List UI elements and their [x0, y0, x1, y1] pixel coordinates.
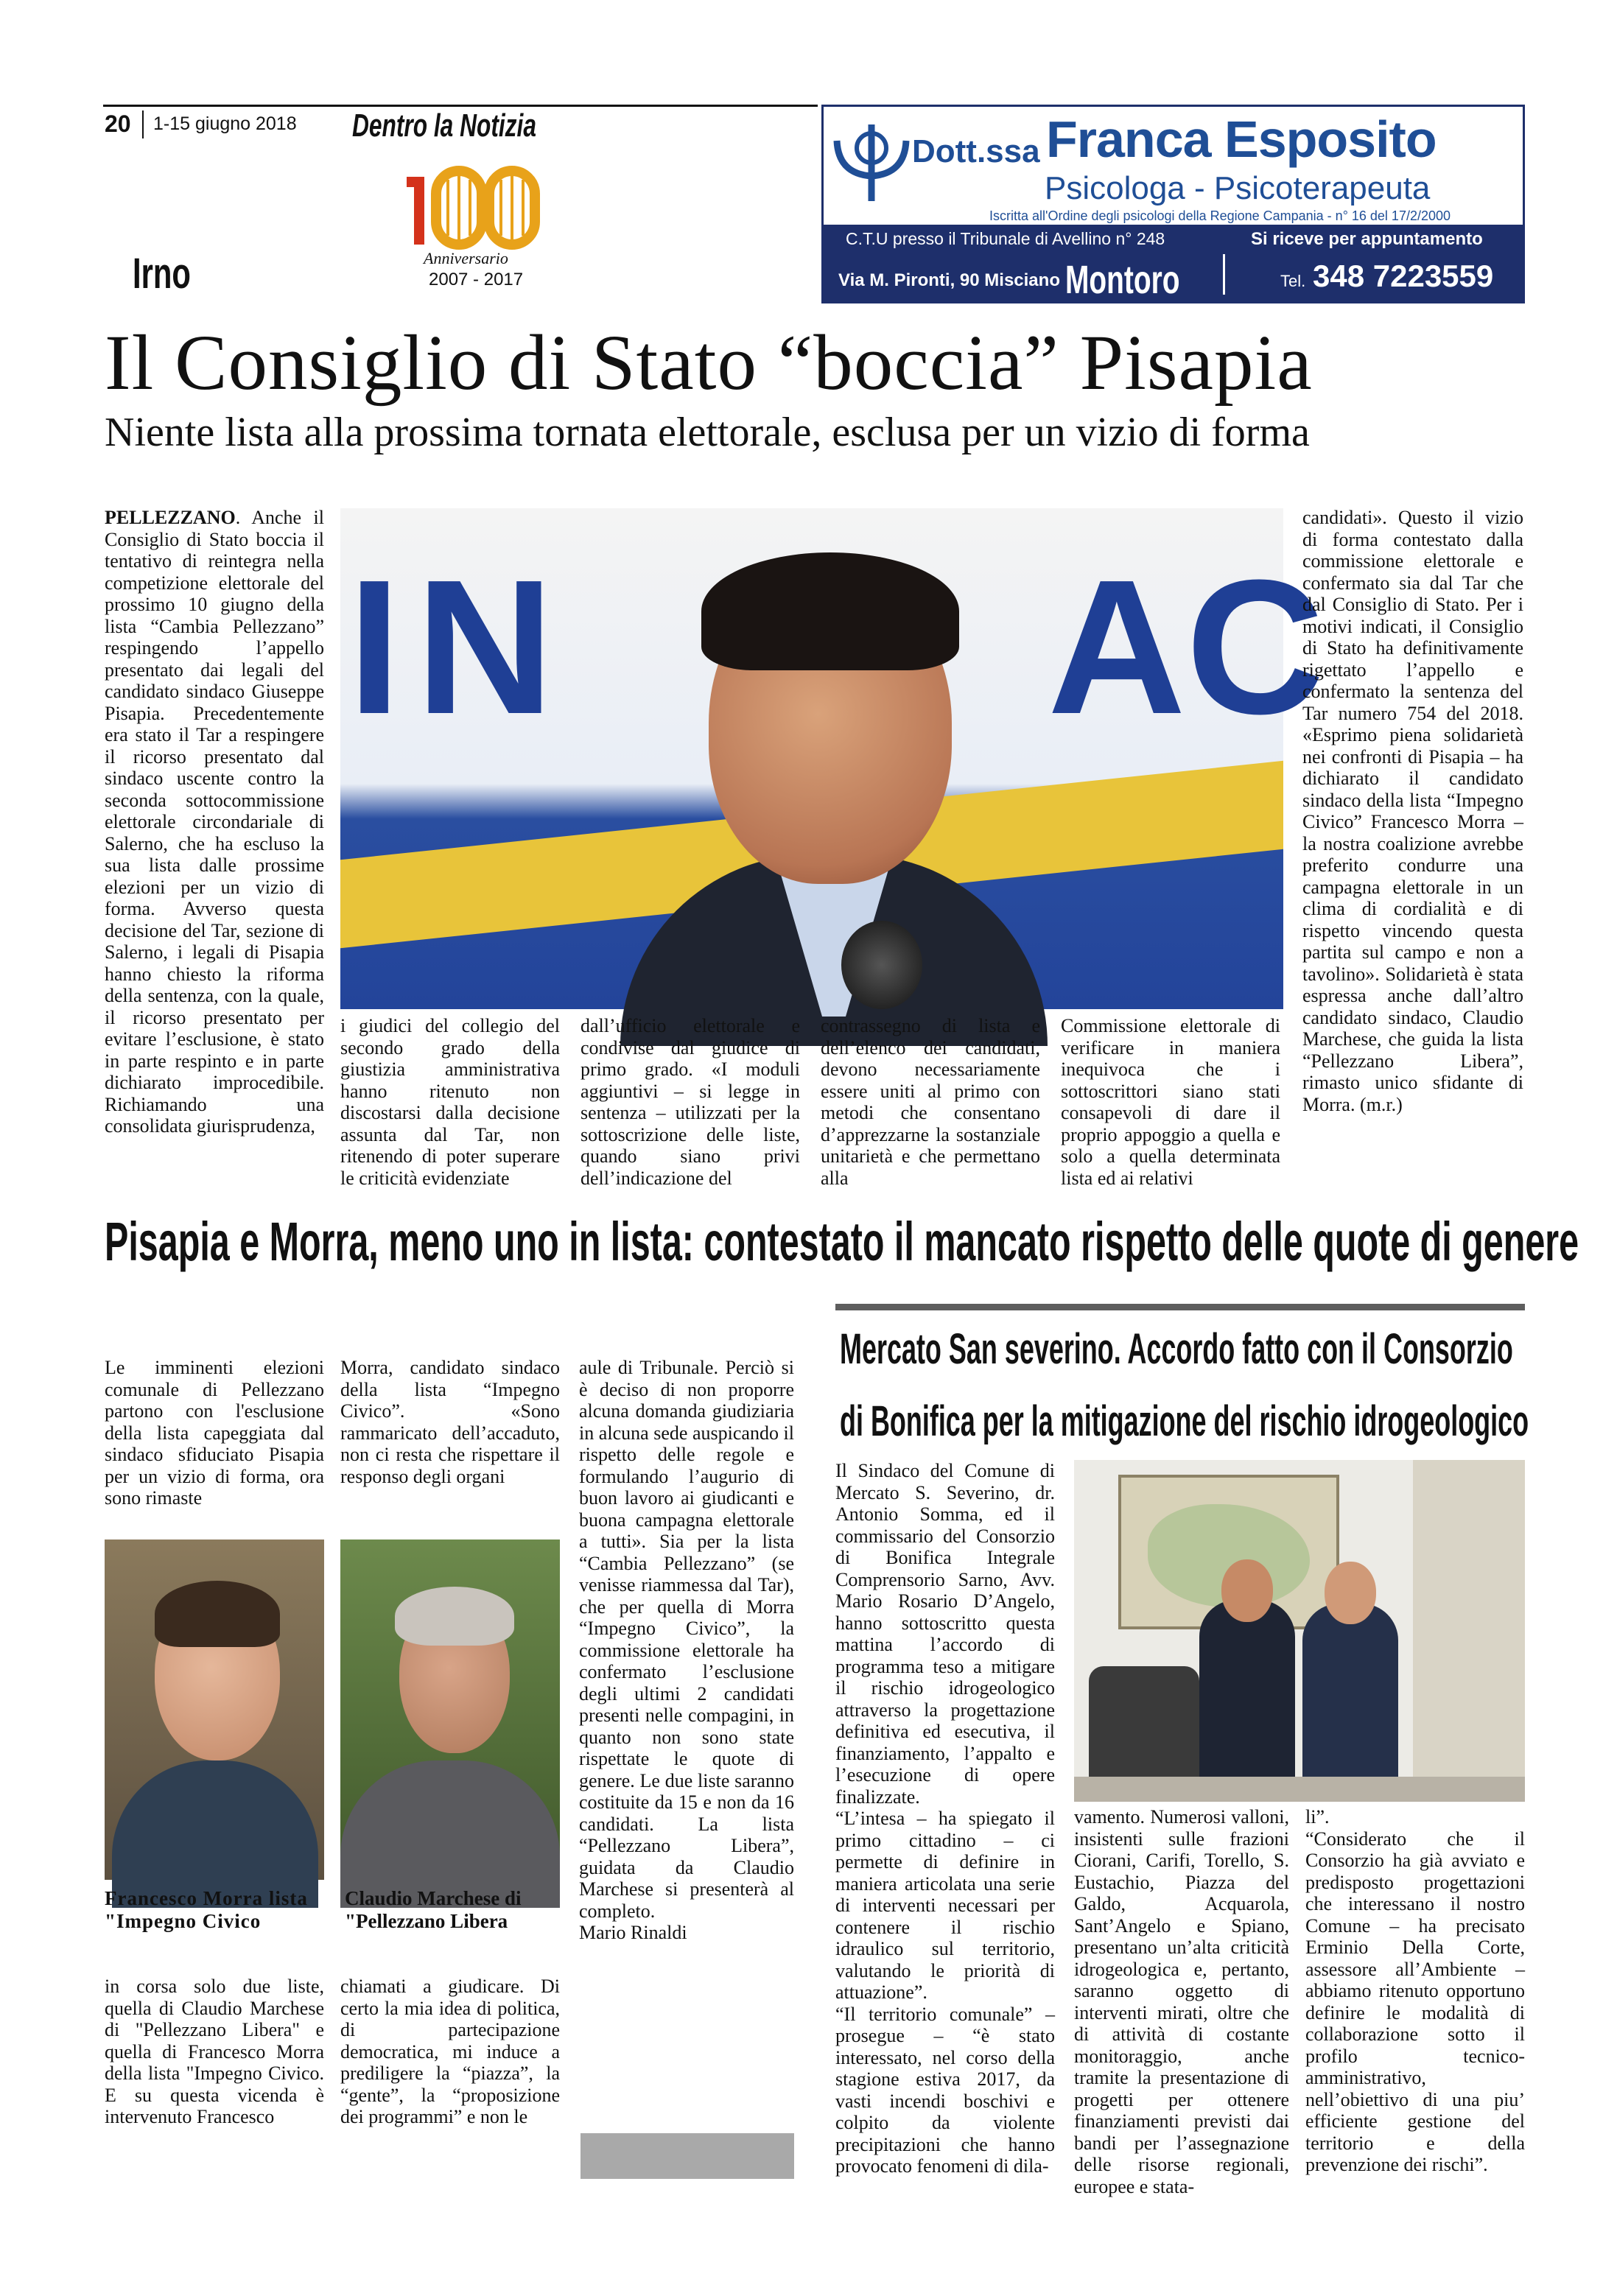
morra-hair — [155, 1581, 280, 1647]
ad-divider — [1223, 254, 1225, 295]
article2-col3 — [579, 1357, 794, 1944]
article3-col1-p2: “L’intesa – ha spiegato il primo cittadino – ci permette di definire in maniera articolata una serie di interventi necessari per contenere il rischio idraulico sul territorio, valutando le priorità di attuazione”. — [835, 1808, 1055, 2003]
article2-col2-bottom: chiamati a giudicare. Di certo la mia idea di politica, di partecipazione democratica, mi induce a prediligere la “piazza”, la “gente”, la “proposizione dei programmi” e non le — [340, 1976, 560, 2127]
ad-city: Montoro — [1065, 258, 1180, 302]
section-label: Irno — [133, 250, 191, 298]
article2-col2-top: Morra, candidato sindaco della lista “Impegno Civico”. «Sono rammaricato dell’accaduto, non ci resta che rispettare il responso degli organi — [340, 1357, 560, 1487]
article3-col1-p3: “Il territorio comunale” – prosegue – “è stato interessato, nel corso della stagione estiva 2017, da vasti incendi boschivi e colpito da violente precipitazioni che hanno provocato fenomeni di dila- — [835, 2003, 1055, 2177]
article3-col2: vamento. Numerosi valloni, insistenti sulle frazioni Ciorani, Carifi, Torello, S. Eustachio, Piazza del Galdo, Acquarola, Sant’Angelo e Spiano, presentano un’alta criticità idrogeologica e, pertanto, saranno oggetto di interventi mirati, oltre che di attività di costante monitoraggio, anche tramite la presentazione di progetti per ottenere finanziamenti previsti dai bandi per l’assegnazione delle risorse regionali, europee e stata- — [1074, 1806, 1289, 2197]
door-frame — [1413, 1460, 1525, 1802]
psi-logo-icon — [831, 119, 912, 203]
morra-photo — [105, 1540, 324, 1880]
section-rule — [835, 1304, 1525, 1310]
article3-col3 — [1305, 1806, 1525, 2176]
article3-headline-line1: Mercato San severino. Accordo fatto con il Consorzio — [840, 1325, 1513, 1373]
pisapia-photo — [340, 508, 1325, 1009]
ad-box — [821, 105, 1525, 303]
banner-letters: IN — [348, 541, 569, 754]
ad-tel-label: Tel. — [1280, 272, 1306, 290]
banner-letters-right: AC — [1048, 541, 1325, 754]
ad-tel: 348 7223559 — [1313, 259, 1494, 293]
article1-col4: contrassegno di lista e dell’elenco dei candidati, devono necessariamente essere uniti al primo con metodi che consentano d’apprezzarne la sostanziale unitarietà e che permettano alla — [821, 1015, 1040, 1189]
marchese-hair — [395, 1587, 514, 1646]
microphone — [841, 921, 922, 1009]
article2-col1-top: Le imminenti elezioni comunale di Pellezzano partono con l'esclusione della lista capeggiata dal sindaco sfiduciato Pisapia per un vizio di forma, ora sono rimaste — [105, 1357, 324, 1509]
anniversary-years: 2007 - 2017 — [429, 270, 524, 289]
article1-col6: candidati». Questo il vizio di forma contestato dalla commissione elettorale e confermato sia dal Tar che dal Consiglio di Stato. Per i motivi indicati, il Consiglio di Stato ha definitivamente rigettato l’appello e confermato la sentenza del Tar numero 754 del 2018. «Esprimo piena solidarietà nei confronti di Pisapia – ha dichiarato il candidato sindaco della lista “Impegno Civico” Francesco Morra – la nostra coalizione avrebbe preferito condurre una campagna elettorale in un clima di cordialità e di rispetto vincendo questa partita sul campo e non a tavolino». Solidarietà è stata espressa anche dall’altro candidato sindaco, Claudio Marchese, che guida la lista “Pellezzano Libera”, rimasto unico sfidante di Morra. (m.r.) — [1302, 507, 1523, 1115]
anniversary-word: Anniversario — [424, 249, 508, 267]
marchese-caption: Claudio Marchese di "Pellezzano Libera — [345, 1887, 522, 1932]
article2-col1-bottom: in corsa solo due liste, quella di Claudio Marchese di "Pellezzano Libera" e quella di Francesco Morra della lista "Impegno Civico. E su questa vicenda è intervenuto Francesco — [105, 1976, 324, 2127]
marchese-jacket — [340, 1760, 560, 1908]
article3-col1 — [835, 1460, 1055, 2177]
ad-profession: Psicologa - Psicoterapeuta — [1045, 170, 1431, 206]
article1-col2: i giudici del collegio del secondo grado della giustizia amministrativa hanno ritenuto non discostarsi dalla decisione assunta dal Tar, non ritenendo di poter superare le criticità evidenziate — [340, 1015, 560, 1189]
masthead: Dentro la Notizia — [352, 108, 536, 144]
morra-shirt — [112, 1760, 318, 1908]
anniversary-logo — [407, 164, 539, 259]
ad-registration: Iscritta all'Ordine degli psicologi della Regione Campania - n° 16 del 17/2/2000 — [989, 208, 1451, 223]
article1-col1-text: . Anche il Consiglio di Stato boccia il tentativo di reintegra nella competizione elettorale del prossimo 10 giugno della lista “Cambia Pellezzano” respingendo l’appello presentato dai legali del candidato sindaco Giuseppe Pisapia. Precedentemente era stato il Tar a respingere il ricorso presentato dal sindaco uscente contro la seconda sottocommissione elettorale circondariale di Salerno, che ha escluso la sua lista dalle prossime elezioni per un vizio di forma. Avverso questa decisione del Tar, sezione di Salerno, i legali di Pisapia hanno chiesto la riforma della sentenza, con la quale, il ricorso presentato per evitare l’esclusione, è stato in parte respinto e in parte dichiarato improcedibile. Richiamando una consolidata giurisprudenza, — [105, 507, 324, 1137]
page-number-divider — [142, 110, 144, 138]
person-hair — [701, 552, 959, 670]
article1-col5: Commissione elettorale di verificare in maniera inequivoca che i sottoscrittori siano stati consapevoli di dare il proprio appoggio a quella e solo a quella determinata lista ed ai relativi — [1061, 1015, 1280, 1189]
article2-byline: Mario Rinaldi — [579, 1922, 687, 1943]
ad-ctu: C.T.U presso il Tribunale di Avellino n° 248 — [846, 229, 1165, 248]
article1-col3: dall’ufficio elettorale e condivise dal giudice di primo grado. «I moduli aggiuntivi – si legge in sentenza – utilizzati per la sottoscrizione delle liste, quando siano privi dell’indicazione del — [580, 1015, 800, 1189]
article3-col3-p2: “Considerato che il Consorzio ha già avviato e predisposto progettazioni che interessano il nostro Comune – ha precisato Erminio Della Corte, assessore all’Ambiente – abbiamo ritenuto opportuno definire le modalità di collaborazione sotto il profilo tecnico-amministrativo, nell’obiettivo di una piu’ efficiente gestione del territorio e della prevenzione dei rischi”. — [1305, 1828, 1525, 2175]
ad-address: Via M. Pironti, 90 Misciano — [838, 270, 1060, 290]
ad-name: Franca Esposito — [1046, 110, 1437, 168]
ad-appointment: Si riceve per appuntamento — [1251, 229, 1483, 249]
man-left-face — [1221, 1559, 1273, 1622]
main-headline: Il Consiglio di Stato “boccia” Pisapia — [105, 320, 1313, 407]
floor — [1074, 1777, 1525, 1802]
man-left-suit — [1199, 1600, 1295, 1802]
article2-headline: Pisapia e Morra, meno uno in lista: contestato il mancato rispetto delle quote di genere — [105, 1211, 1579, 1272]
page-number: 20 — [105, 110, 131, 137]
issue-date: 1-15 giugno 2018 — [153, 113, 297, 134]
article3-col1-p1: Il Sindaco del Comune di Mercato S. Severino, dr. Antonio Somma, ed il commissario del Consorzio di Bonifica Integrale Comprensorio Sarno, Avv. Mario Rosario D’Angelo, hanno sottoscritto questa mattina l’accordo di programma teso a mitigare il rischio idrogeologico attraverso la progettazione definitiva ed esecutiva, il finanziamento, l’appalto e l’esecuzione di opere finalizzate. — [835, 1460, 1055, 1808]
marchese-photo — [340, 1540, 560, 1880]
man-right-suit — [1302, 1604, 1398, 1802]
article3-col3-p1: li”. — [1305, 1806, 1330, 1828]
header-rule — [103, 105, 818, 107]
man-right-face — [1325, 1562, 1376, 1624]
gray-box — [580, 2133, 794, 2179]
handshake-photo — [1074, 1460, 1525, 1802]
main-subheadline: Niente lista alla prossima tornata elettorale, esclusa per un vizio di forma — [105, 410, 1310, 455]
article3-headline-line2: di Bonifica per la mitigazione del rischio idrogeologico — [840, 1397, 1529, 1445]
article1-col1 — [105, 507, 324, 1137]
dateline: PELLEZZANO — [105, 507, 236, 528]
article2-col3-text: aule di Tribunale. Perciò si è deciso di non proporre alcuna domanda giudiziaria in alcuna sede auspicando il rispetto delle regole e formulando l’augurio di buon lavoro ai giudicanti e buona campagna elettorale a tutti». Sia per la lista “Cambia Pellezzano” (se venisse riammessa dal Tar), che per quella di Morra “Impegno Civico”, la commissione elettorale ha confermato l’esclusione degli ultimi 2 candidati presenti nelle compagini, in quanto non sono state rispettate le quote di genere. Le due liste saranno costituite da 15 e non da 16 candidati. La lista “Pellezzano Libera”, guidata da Claudio Marchese si presenterà al completo. — [579, 1357, 794, 1922]
ad-title-prefix: Dott.ssa — [912, 133, 1040, 169]
morra-caption: Francesco Morra lista "Impegno Civico — [105, 1887, 308, 1932]
